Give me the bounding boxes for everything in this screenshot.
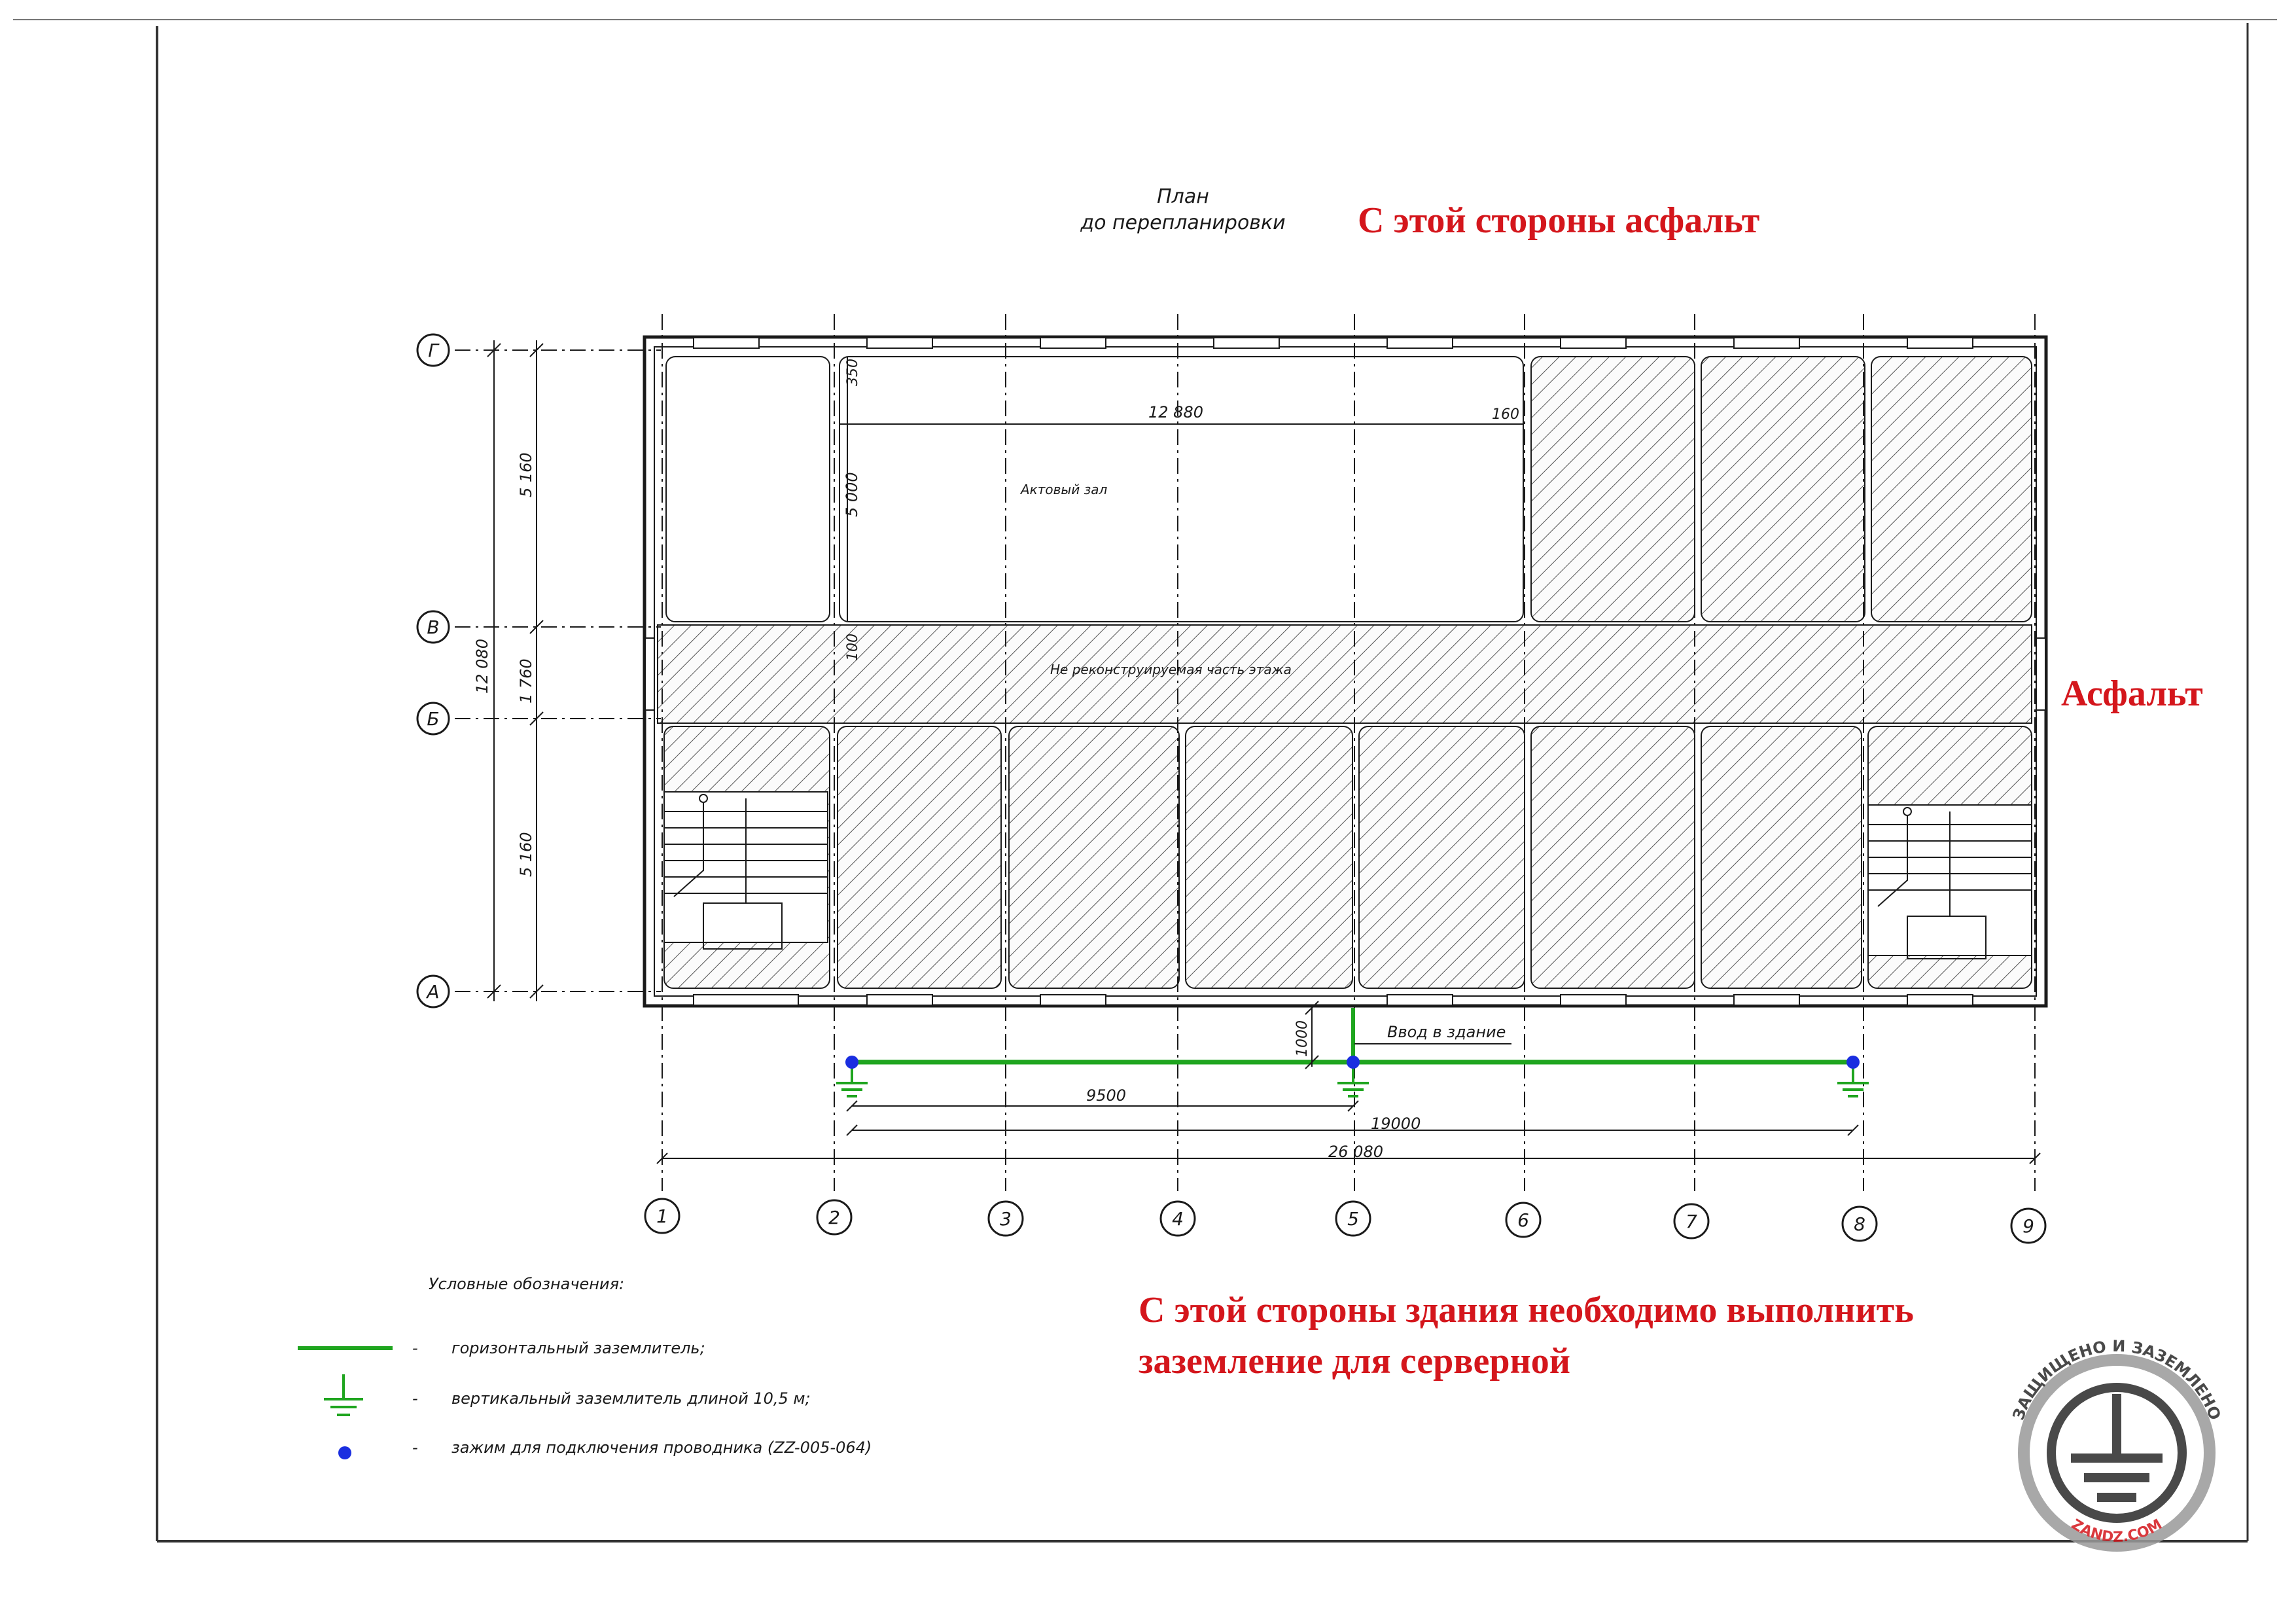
- grounding-system: [836, 1008, 1869, 1096]
- dim-9500: 9500: [1086, 1086, 1127, 1105]
- legend-dash-1: -: [412, 1339, 418, 1357]
- legend-text-3: зажим для подключения проводника (ZZ-005-064): [451, 1438, 872, 1457]
- annotation-bottom-line-1: С этой стороны здания необходимо выполнить: [1139, 1290, 1914, 1330]
- row-axis-v: В: [427, 616, 440, 638]
- watermark-top-text: ЗАЩИЩЕНО И ЗАЗЕМЛЕНО: [2009, 1336, 2225, 1423]
- annotation-top: С этой стороны асфальт: [1358, 200, 1760, 241]
- entry-callout: [1354, 1023, 1511, 1044]
- dim-hall-top: 350: [845, 359, 861, 386]
- row-axis-bubbles: [417, 334, 449, 1007]
- dim-hall-right: 160: [1492, 406, 1519, 423]
- corridor-label: Не реконструируемая часть этажа: [1050, 662, 1292, 677]
- title-line-2: до перепланировки: [1080, 211, 1286, 234]
- annotation-right: Асфальт: [2061, 673, 2203, 714]
- legend-blue-dot-icon: [338, 1446, 351, 1459]
- legend-dash-2: -: [412, 1389, 418, 1408]
- column-axis-7: 7: [1686, 1211, 1697, 1232]
- dim-offset: 1000: [1294, 1020, 1311, 1057]
- column-axis-6: 6: [1517, 1209, 1529, 1231]
- hall-label: Актовый зал: [1021, 482, 1108, 497]
- clamp-right: [1846, 1056, 1860, 1069]
- dim-hall-width: 12 880: [1148, 403, 1203, 421]
- dim-outer: 12 080: [473, 639, 491, 694]
- dim-total: 26 080: [1328, 1143, 1383, 1161]
- legend: [298, 1275, 872, 1459]
- dim-hall-height: 5 000: [843, 472, 861, 517]
- legend-dash-3: -: [412, 1438, 418, 1457]
- corridor: [658, 625, 2032, 723]
- rooms-top: [666, 357, 2032, 622]
- column-axis-2: 2: [828, 1207, 840, 1228]
- legend-ground-icon: [324, 1374, 363, 1415]
- title-line-1: План: [1157, 185, 1209, 208]
- entry-label: Ввод в здание: [1387, 1023, 1506, 1041]
- dim-row-gv: 5 160: [517, 452, 535, 497]
- legend-text-1: горизонтальный заземлитель;: [451, 1339, 705, 1357]
- dim-row-vb: 1 760: [517, 658, 535, 704]
- watermark-logo: [2009, 1337, 2225, 1546]
- legend-title: Условные обозначения:: [429, 1275, 625, 1293]
- dim-hall-bottom: 100: [845, 633, 861, 661]
- row-axis-g: Г: [428, 340, 438, 361]
- column-axis-1: 1: [656, 1205, 668, 1227]
- legend-item-clamp: [338, 1438, 872, 1459]
- column-axis-8: 8: [1854, 1213, 1865, 1235]
- clamp-middle: [1347, 1056, 1360, 1069]
- legend-item-horizontal-electrode: [298, 1339, 705, 1357]
- plan-title: [1080, 185, 1285, 234]
- rooms-bottom: [664, 726, 2032, 988]
- dim-19000: 19000: [1371, 1115, 1421, 1133]
- annotation-bottom-line-2: заземление для серверной: [1139, 1341, 1571, 1382]
- column-axis-4: 4: [1172, 1208, 1184, 1230]
- clamp-left: [845, 1056, 858, 1069]
- watermark-bottom-text: ZANDZ.COM: [2068, 1516, 2165, 1546]
- column-axis-3: 3: [1000, 1208, 1012, 1230]
- column-axis-bubbles: [645, 1199, 2045, 1243]
- staircase-left: [664, 792, 828, 949]
- legend-item-vertical-electrode: [324, 1374, 811, 1415]
- dim-row-ba: 5 160: [517, 832, 535, 877]
- row-axis-a: А: [427, 981, 440, 1003]
- column-axis-5: 5: [1347, 1208, 1359, 1230]
- column-axis-9: 9: [2022, 1215, 2034, 1237]
- staircase-right: [1868, 805, 2032, 959]
- row-axis-b: Б: [427, 708, 440, 730]
- legend-text-2: вертикальный заземлитель длиной 10,5 м;: [451, 1389, 811, 1408]
- hall-room: [839, 357, 1523, 622]
